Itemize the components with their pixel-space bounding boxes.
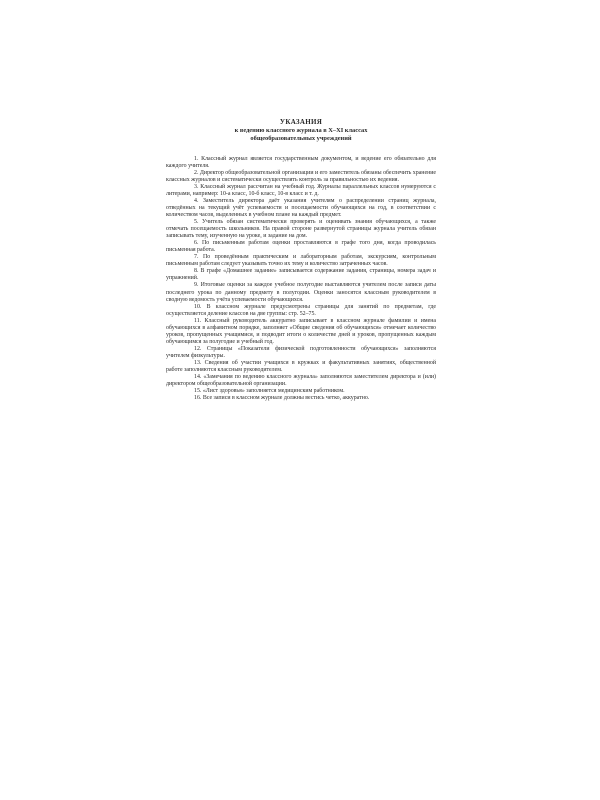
paragraph-10: 10. В классном журнале предусмотрены страницы для занятий по предметам, где осуществляется деление классов на две группы: стр. 52–75. [166,303,436,317]
paragraph-12: 12. Страницы «Показатели физической подготовленности обучающихся» заполняются учителем физкультуры. [166,345,436,359]
document-page [166,118,436,402]
paragraph-13: 13. Сведения об участии учащихся в кружках и факультативных занятиях, общественной работе заполняются классным руководителем. [166,359,436,374]
paragraph-8: 8. В графе «Домашнее задание» записывается содержание задания, страницы, номера задач и упражнений. [166,268,436,282]
document-body [166,156,436,403]
document-subtitle-line1: к ведению классного журнала в X–XI классах [234,127,368,135]
paragraph-9: 9. Итоговые оценки за каждое учебное полугодие выставляются учителем после записи даты последнего урока по данному предмету в полугодии. Оценки заносятся классным руководителем в сводную ведомость учёта успеваемости обучающихся. [166,282,436,303]
paragraph-15: 15. «Лист здоровья» заполняется медицинским работником. [194,388,345,395]
paragraph-11: 11. Классный руководитель аккуратно записывает в классном журнале фамилии и имена обучающихся в алфавитном порядке, заполняет «Общие сведения об обучающихся» отмечает количество уроков, пропущенных учащимися, и подводит итоги о количестве дней и уроков, пропущенных каждым обучающимся за полугодие и учебный год. [166,317,436,345]
paragraph-4: 4. Заместитель директора даёт указания учителям о распределении страниц журнала, отведённых на текущий учёт успеваемости и посещаемости обучающихся на год, в соответствии с количеством часов, выделенных в учебном плане на каждый предмет. [166,197,436,218]
paragraph-3: 3. Классный журнал рассчитан на учебный год. Журналы параллельных классов нумеруются с литерами, например: 10-а класс, 10-б класс, 10-в класс и т. д. [166,183,436,197]
paragraph-6: 6. По письменным работам оценки проставляются в графе того дня, когда проводилась письменная работа. [166,240,436,254]
document-subtitle-line2: общеобразовательных учреждений [250,135,352,143]
paragraph-5: 5. Учитель обязан систематически проверять и оценивать знания обучающихся, а также отмечать посещаемость школьников. На правой стороне развернутой страницы журнала учитель обязан записывать тему, изученную на уроке, и задание на дом. [166,219,436,240]
paragraph-14: 14. «Замечания по ведению классного журнала» заполняются заместителем директора и (или) директором общеобразовательной организации. [166,374,436,388]
paragraph-7: 7. По проведённым практическим и лабораторным работам, экскурсиям, контрольным письменным работам следует указывать точно их тему и количество затраченных часов. [166,254,436,268]
paragraph-16: 16. Все записи в классном журнале должны вестись четко, аккуратно. [194,395,370,402]
paragraph-1: 1. Классный журнал является государственным документом, и ведение его обязательно для каждого учителя. [166,155,436,169]
paragraph-2: 2. Директор общеобразовательной организации и его заместитель обязаны обеспечить хранение классных журналов и систематически осуществлять контроль за правильностью их ведения. [166,169,436,183]
document-title: УКАЗАНИЯ [279,118,323,126]
